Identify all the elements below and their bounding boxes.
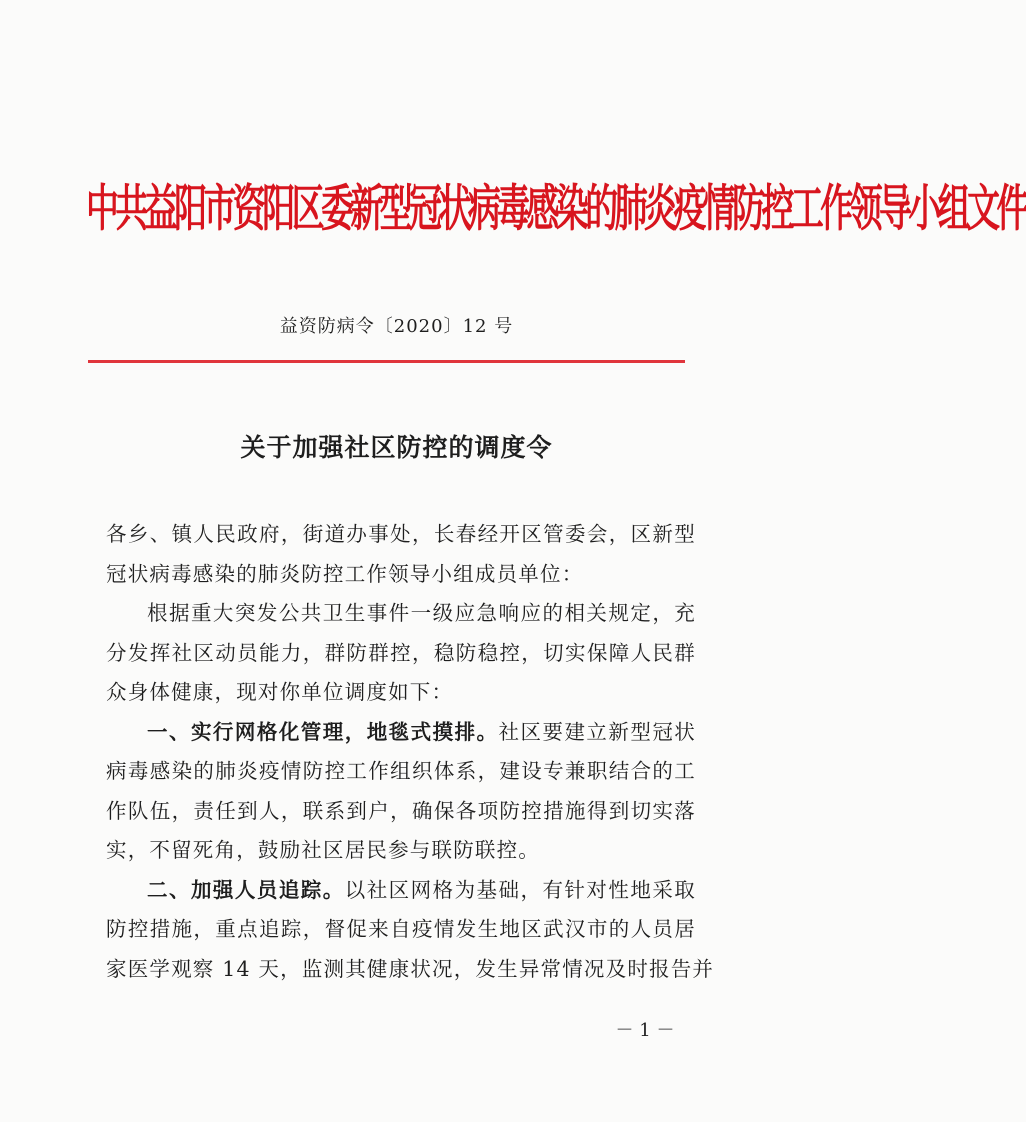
red-divider-line	[88, 360, 685, 363]
section-1-line: 病毒感染的肺炎疫情防控工作组织体系，建设专兼职结合的工	[106, 759, 696, 783]
section-2-text: 以社区网格为基础，有针对性地采取	[344, 877, 696, 902]
intro-line: 根据重大突发公共卫生事件一级应急响应的相关规定，充	[147, 601, 696, 625]
page-number: － 1 －	[615, 1020, 675, 1041]
intro-line: 分发挥社区动员能力，群防群控，稳防稳控，切实保障人民群	[106, 640, 696, 665]
section-1-heading: 一、实行网格化管理，地毯式摸排。	[147, 719, 499, 744]
document-title: 关于加强社区防控的调度令	[240, 433, 553, 462]
section-1-text: 社区要建立新型冠状	[498, 719, 696, 744]
section-2-heading: 二、加强人员追踪。	[147, 877, 345, 902]
document-body	[106, 515, 715, 989]
intro-line: 众身体健康，现对你单位调度如下：	[106, 680, 454, 704]
section-1-line: 作队伍，责任到人，联系到户，确保各项防控措施得到切实落	[106, 798, 696, 823]
document-number: 益资防病令〔2020〕12 号	[279, 316, 514, 337]
addressee-line: 冠状病毒感染的肺炎防控工作领导小组成员单位：	[106, 561, 584, 586]
section-1-line: 实，不留死角，鼓励社区居民参与联防联控。	[106, 838, 540, 862]
section-2-first-line	[106, 871, 696, 911]
section-2-line: 防控措施，重点追踪，督促来自疫情发生地区武汉市的人员居	[106, 917, 696, 941]
section-1-first-line	[106, 713, 696, 753]
issuer-title: 中共益阳市资阳区委新型冠状病毒感染的肺炎疫情防控工作领导小组文件	[86, 178, 1026, 238]
addressee-line: 各乡、镇人民政府，街道办事处，长春经开区管委会，区新型	[106, 522, 696, 546]
section-2-line: 家医学观察 14 天，监测其健康状况，发生异常情况及时报告并	[106, 956, 715, 981]
